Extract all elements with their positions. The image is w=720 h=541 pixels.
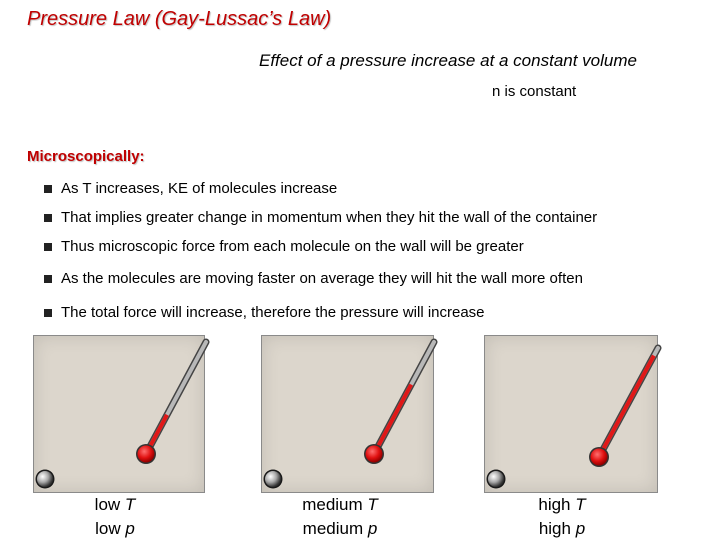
page-title: Pressure Law (Gay-Lussac’s Law) (27, 8, 332, 30)
pressure-symbol: p (367, 519, 378, 538)
bullet-text: As the molecules are moving faster on average they will hit the wall more often (61, 270, 583, 287)
diagram-svg (485, 336, 657, 492)
bullet-item (44, 238, 524, 255)
diagram-svg (262, 336, 433, 492)
page-subtitle: Effect of a pressure increase at a constant volume (259, 51, 637, 70)
square-bullet-icon (44, 243, 52, 251)
label-medium (290, 493, 390, 541)
square-bullet-icon (44, 275, 52, 283)
square-bullet-icon (44, 309, 52, 317)
container-box-low (33, 335, 205, 493)
bullet-item (44, 180, 337, 197)
thermometer-bulb (591, 449, 608, 466)
bullet-text: The total force will increase, therefore the pressure will increase (61, 304, 485, 321)
bullet-item (44, 270, 583, 287)
diagram-svg (34, 336, 204, 492)
pressure-word: high (538, 519, 571, 538)
molecule (488, 471, 504, 487)
label-high (522, 493, 602, 541)
bullet-item (44, 209, 597, 226)
thermometer-mercury (374, 385, 411, 454)
bullet-text: Thus microscopic force from each molecule on the wall will be greater (61, 238, 524, 255)
pressure-symbol: p (575, 519, 586, 538)
section-heading: Microscopically: (27, 148, 145, 165)
container-box-medium (261, 335, 434, 493)
temp-word: low (94, 495, 121, 514)
temp-word: medium (302, 495, 363, 514)
bullet-item (44, 304, 485, 321)
thermometer-bulb (366, 446, 383, 463)
pressure-word: low (95, 519, 121, 538)
bullet-text: As T increases, KE of molecules increase (61, 180, 338, 197)
bullet-text: That implies greater change in momentum when they hit the wall of the container (61, 209, 598, 226)
label-low (75, 493, 155, 541)
pressure-symbol: p (125, 519, 135, 538)
square-bullet-icon (44, 214, 52, 222)
temp-word: high (538, 495, 571, 514)
temp-symbol: T (367, 495, 378, 514)
temp-symbol: T (575, 495, 586, 514)
container-box-high (484, 335, 658, 493)
constant-note: n is constant (492, 83, 577, 100)
molecule (37, 471, 53, 487)
temp-symbol: T (124, 495, 136, 514)
thermometer-bulb (138, 446, 155, 463)
square-bullet-icon (44, 185, 52, 193)
pressure-word: medium (302, 519, 364, 538)
thermometer-mercury (599, 356, 654, 457)
molecule (265, 471, 281, 487)
